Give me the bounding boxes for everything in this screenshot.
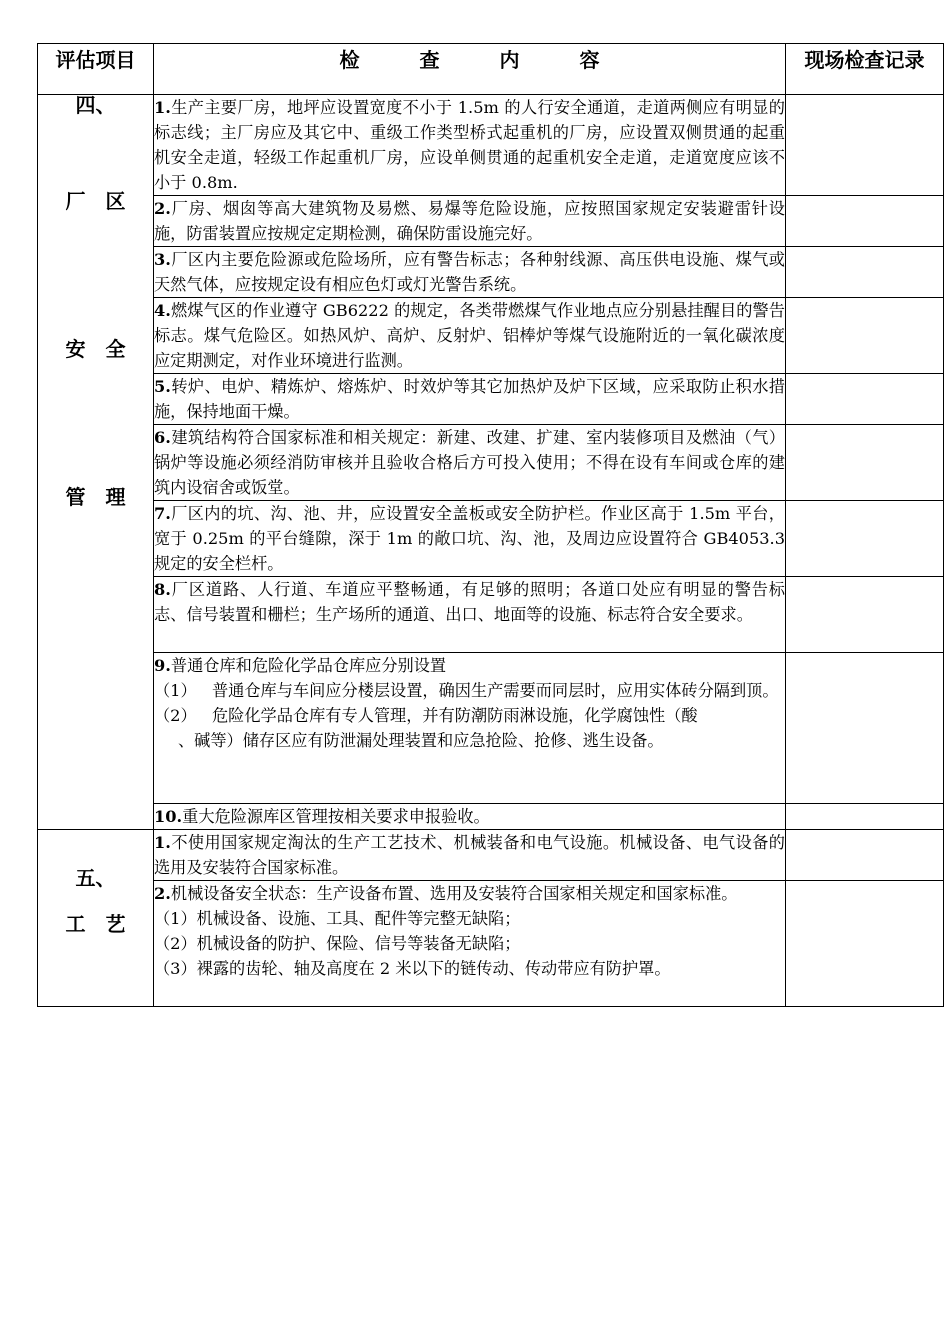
inspection-item	[154, 374, 786, 425]
inspection-item	[154, 804, 786, 830]
item-text: 厂区道路、人行道、车道应平整畅通，有足够的照明；各道口处应有明显的警告标志、信号装置和栅栏；生产场所的通道、出口、地面等的设施、标志符合安全要求。	[154, 580, 785, 624]
header-assessment-item: 评估项目	[38, 44, 154, 95]
sub-item	[154, 678, 785, 703]
item-number: 5.	[154, 377, 171, 396]
item-number: 1.	[154, 833, 171, 852]
header-site-record: 现场检查记录	[786, 44, 944, 95]
sub-item	[154, 703, 785, 728]
record-cell[interactable]	[786, 804, 944, 830]
item-number: 4.	[154, 301, 171, 320]
sub-item-tail: 、碱等）储存区应有防泄漏处理装置和应急抢险、抢修、逃生设备。	[178, 731, 664, 750]
record-cell[interactable]	[786, 95, 944, 196]
table-row	[38, 804, 944, 830]
table-row	[38, 425, 944, 501]
table-row	[38, 196, 944, 247]
item-number: 6.	[154, 428, 171, 447]
table-row	[38, 881, 944, 1007]
item-text: 生产主要厂房，地坪应设置宽度不小于 1.5m 的人行安全通道，走道两侧应有明显的标志线；主厂房应及其它中、重级工作类型桥式起重机的厂房，应设置双侧贯通的起重机安全走道，轻级工作起重机厂房，应设单侧贯通的起重机安全走道，走道宽度应该不小于 0.8m.	[154, 98, 785, 192]
sub-item-label: （1）	[154, 681, 197, 700]
header-row	[38, 44, 944, 95]
sub-item-text: 危险化学品仓库有专人管理，并有防潮防雨淋设施，化学腐蚀性（酸	[212, 706, 698, 725]
item-text: 燃煤气区的作业遵守 GB6222 的规定，各类带燃煤气作业地点应分别悬挂醒目的警告标志。煤气危险区。如热风炉、高炉、反射炉、铝棒炉等煤气设施附近的一氧化碳浓度应定期测定，对作业环境进行监测。	[154, 301, 785, 370]
inspection-table	[37, 43, 944, 1007]
record-cell[interactable]	[786, 196, 944, 247]
table-row	[38, 577, 944, 653]
item-number: 9.	[154, 656, 171, 675]
inspection-item	[154, 501, 786, 577]
category-line: 四、	[75, 93, 116, 117]
item-number: 1.	[154, 98, 171, 117]
item-text: 转炉、电炉、精炼炉、熔炼炉、时效炉等其它加热炉及炉下区域，应采取防止积水措施，保持地面干燥。	[154, 377, 785, 421]
inspection-item	[154, 298, 786, 374]
inspection-item	[154, 881, 786, 1007]
item-text: 不使用国家规定淘汰的生产工艺技术、机械装备和电气设施。机械设备、电气设备的选用及安装符合国家标准。	[154, 833, 785, 877]
category-line: 管 理	[65, 485, 126, 509]
record-cell[interactable]	[786, 425, 944, 501]
item-number: 3.	[154, 250, 171, 269]
record-cell[interactable]	[786, 653, 944, 804]
inspection-item	[154, 196, 786, 247]
item-text: 厂区内的坑、沟、池、井，应设置安全盖板或安全防护栏。作业区高于 1.5m 平台，宽于 0.25m 的平台缝隙，深于 1m 的敞口坑、沟、池，及周边应设置符合 GB4053.3 规定的安全栏杆。	[154, 504, 785, 573]
table-row	[38, 95, 944, 196]
record-cell[interactable]	[786, 830, 944, 881]
record-cell[interactable]	[786, 298, 944, 374]
item-text: 重大危险源库区管理按相关要求申报验收。	[182, 807, 490, 826]
item-text: 厂房、烟囱等高大建筑物及易燃、易爆等危险设施，应按照国家规定安装避雷针设施，防雷装置应按规定定期检测，确保防雷设施完好。	[154, 199, 785, 243]
record-cell[interactable]	[786, 881, 944, 1007]
sub-item: （2）机械设备的防护、保险、信号等装备无缺陷；	[154, 934, 521, 953]
category-line: 五、	[75, 866, 116, 890]
record-cell[interactable]	[786, 374, 944, 425]
category-cell	[38, 830, 154, 1007]
item-number: 8.	[154, 580, 171, 599]
inspection-item	[154, 830, 786, 881]
item-text: 建筑结构符合国家标准和相关规定：新建、改建、扩建、室内装修项目及燃油（气）锅炉等设施必须经消防审核并且验收合格后方可投入使用；不得在设有车间或仓库的建筑内设宿舍或饭堂。	[154, 428, 785, 497]
inspection-item	[154, 425, 786, 501]
item-number: 2.	[154, 199, 171, 218]
header-inspection-content: 检 查 内 容	[154, 44, 786, 95]
inspection-item	[154, 653, 786, 804]
record-cell[interactable]	[786, 501, 944, 577]
inspection-item	[154, 577, 786, 653]
inspection-item	[154, 95, 786, 196]
inspection-item	[154, 247, 786, 298]
record-cell[interactable]	[786, 247, 944, 298]
table-row	[38, 653, 944, 804]
sub-item-text: 普通仓库与车间应分楼层设置，确因生产需要而同层时，应用实体砖分隔到顶。	[212, 681, 779, 700]
item-number: 7.	[154, 504, 171, 523]
category-line: 安 全	[65, 337, 126, 361]
category-line: 厂 区	[65, 189, 126, 213]
sub-item: （3）裸露的齿轮、轴及高度在 2 米以下的链传动、传动带应有防护罩。	[154, 959, 671, 978]
table-row	[38, 247, 944, 298]
category-line: 工 艺	[65, 912, 126, 936]
table-row	[38, 830, 944, 881]
sub-item: （1）机械设备、设施、工具、配件等完整无缺陷；	[154, 909, 521, 928]
item-text: 普通仓库和危险化学品仓库应分别设置	[170, 656, 447, 675]
record-cell[interactable]	[786, 577, 944, 653]
category-cell	[38, 95, 154, 830]
table-row	[38, 374, 944, 425]
item-text: 机械设备安全状态：生产设备布置、选用及安装符合国家相关规定和国家标准。	[170, 884, 738, 903]
item-number: 10.	[154, 807, 183, 826]
item-text: 厂区内主要危险源或危险场所，应有警告标志；各种射线源、高压供电设施、煤气或天然气体，应按规定设有相应色灯或灯光警告系统。	[154, 250, 785, 294]
item-number: 2.	[154, 884, 171, 903]
table-row	[38, 501, 944, 577]
sub-item-label: （2）	[154, 706, 197, 725]
table-row	[38, 298, 944, 374]
